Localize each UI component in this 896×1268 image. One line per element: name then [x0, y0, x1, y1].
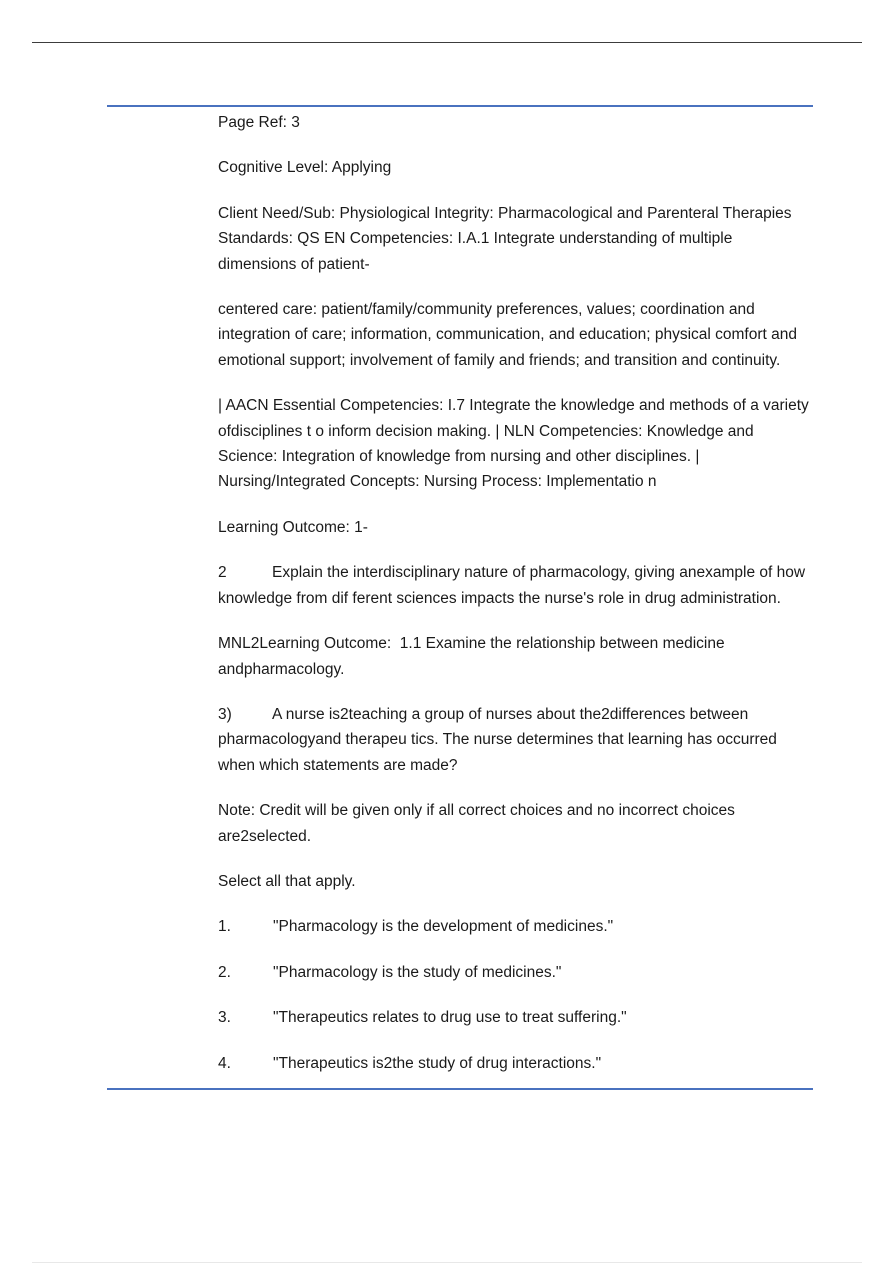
- question-marker: 3): [218, 705, 232, 723]
- paragraph-select-all-instruction: Select all that apply.: [218, 872, 356, 890]
- answer-choice-3[interactable]: [218, 1005, 814, 1030]
- paragraph-centered-care: centered care: patient/family/community preferences, values; coordination and integration of care; information, communication, and education; physical comfort and emotional support; involvement of family and friends; and transition and continuity.: [218, 301, 802, 369]
- answer-choice-2[interactable]: [218, 960, 814, 985]
- paragraph-question: [218, 702, 814, 778]
- answer-choice-4-text: "Therapeutics is2the study of drug interactions.": [273, 1054, 602, 1072]
- answer-choice-3-text: "Therapeutics relates to drug use to treat suffering.": [273, 1009, 627, 1027]
- content-top-accent-rule: [107, 105, 813, 107]
- outcome-item-text: Explain the interdisciplinary nature of pharmacology, giving anexample of how knowledge from dif ferent sciences impacts the nurse's role in drug administration.: [218, 564, 806, 607]
- header-divider-rule: [32, 42, 862, 43]
- footer-divider-rule: [32, 1262, 862, 1263]
- paragraph-outcome-item: [218, 560, 814, 611]
- paragraph-credit-note: Note: Credit will be given only if all correct choices and no incorrect choices are2selected.: [218, 802, 740, 845]
- content-bottom-accent-rule: [107, 1088, 813, 1090]
- answer-choice-4[interactable]: [218, 1051, 814, 1076]
- answer-choice-1[interactable]: [218, 914, 814, 939]
- paragraph-learning-outcome: Learning Outcome: 1-: [218, 518, 368, 536]
- answer-choice-3-number: 3.: [218, 1009, 231, 1027]
- answer-choice-2-text: "Pharmacology is the study of medicines.": [273, 963, 562, 981]
- outcome-item-marker: 2: [218, 564, 227, 582]
- paragraph-mnl-learning-outcome: MNL2Learning Outcome: 1.1 Examine the relationship between medicine andpharmacology.: [218, 635, 729, 678]
- question-text: A nurse is2teaching a group of nurses about the2differences between pharmacologyand therapeu tics. The nurse determines that learning has occurred when which statements are made?: [218, 705, 777, 774]
- answer-choice-1-text: "Pharmacology is the development of medicines.": [273, 918, 614, 936]
- answer-choice-1-number: 1.: [218, 918, 231, 936]
- paragraph-aacn-competencies: | AACN Essential Competencies: I.7 Integrate the knowledge and methods of a variety ofdisciplines t o inform decision making. | NLN Competencies: Knowledge and Science: Integration of knowledge from nursing and other disciplines. | Nursing/Integrated Concepts: Nursing Process: Implementatio n: [218, 397, 814, 491]
- paragraph-client-need: Client Need/Sub: Physiological Integrity: Pharmacological and Parenteral Therapies Standards: QS EN Competencies: I.A.1 Integrate understanding of multiple dimensions of patient-: [218, 204, 796, 273]
- paragraph-cognitive-level: Cognitive Level: Applying: [218, 159, 392, 177]
- document-body: [218, 110, 814, 1096]
- paragraph-page-ref: Page Ref: 3: [218, 114, 300, 131]
- answer-choice-4-number: 4.: [218, 1054, 231, 1072]
- answer-choice-2-number: 2.: [218, 963, 231, 981]
